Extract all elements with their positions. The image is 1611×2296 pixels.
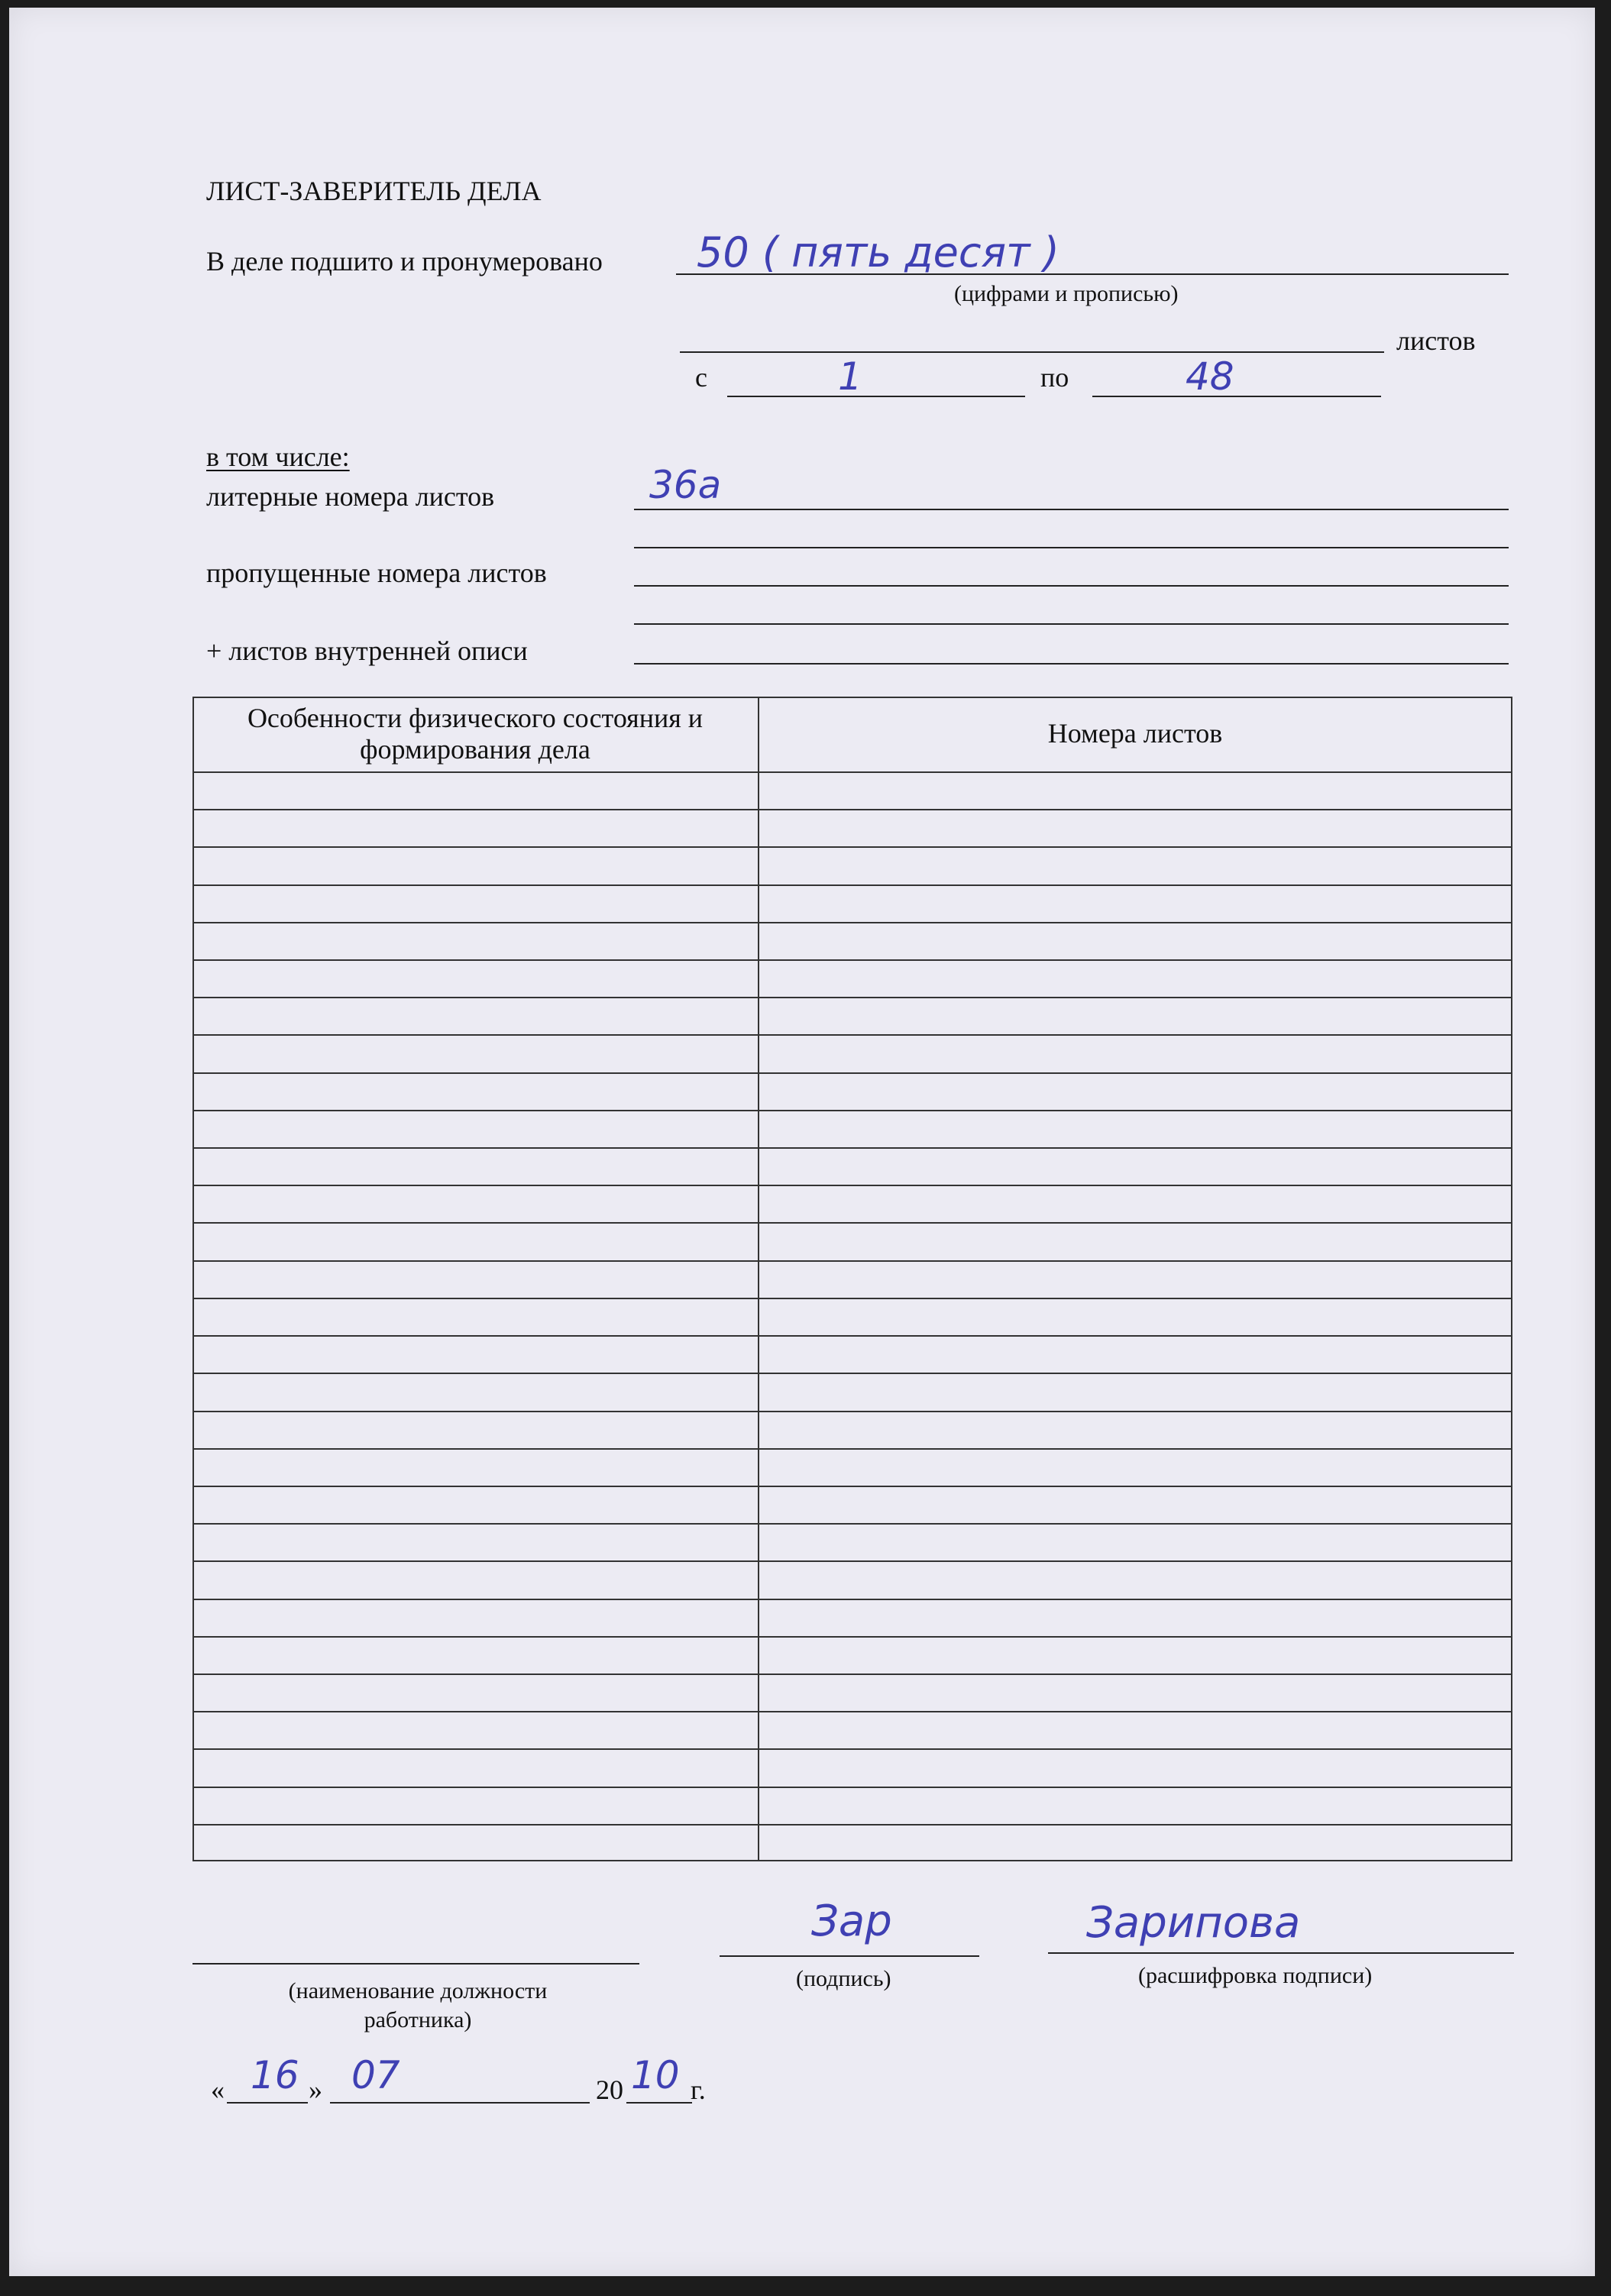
to-line [1092,396,1381,397]
date-month-line [330,2102,590,2104]
table-row [192,1298,1512,1299]
from-label: с [695,362,707,393]
sewn-count-handwritten: 50 ( пять десят ) [697,228,1059,276]
date-open-quote: « [211,2074,225,2105]
signature-image: Зар [811,1897,892,1946]
table-row [192,1711,1512,1712]
table-row [192,997,1512,998]
date-year-line [626,2102,692,2104]
name-handwritten: Зарипова [1086,1898,1301,1948]
name-caption: (расшифровка подписи) [1138,1963,1373,1988]
table-header-condition: Особенности физического состояния и формирования дела [247,702,704,765]
inventory-line [634,663,1509,665]
table-row [192,1599,1512,1600]
date-year-mark: г. [691,2074,706,2105]
position-line [192,1963,639,1965]
sewn-count-label: В деле подшито и пронумеровано [206,246,603,276]
table-row [192,1673,1512,1675]
sheets-unit: листов [1396,325,1476,356]
table-row [192,1335,1512,1337]
lettered-line [634,509,1509,510]
table-row [192,1034,1512,1036]
sewn-count-hint: (цифрами и прописью) [954,281,1179,306]
table-row [192,1748,1512,1750]
table-row [192,1636,1512,1638]
date-close-quote: » [309,2074,322,2105]
table-header-sheet-numbers: Номера листов [1047,718,1223,749]
table-row [192,771,1512,773]
from-value: 1 [838,354,862,399]
sheets-line [680,351,1384,353]
table-row [192,1110,1512,1111]
signature-line [720,1955,979,1957]
to-label: по [1040,362,1069,393]
table-row [192,846,1512,848]
table-row [192,922,1512,923]
date-month: 07 [351,2053,400,2097]
date-day-line [227,2102,308,2104]
table-frame [192,697,1512,1861]
document-page [9,8,1595,2276]
document-title: ЛИСТ-ЗАВЕРИТЕЛЬ ДЕЛА [206,176,542,206]
position-caption: (наименование должности работника) [288,1978,548,2032]
table-column-divider [758,697,759,1861]
table-row [192,1560,1512,1562]
table-row [192,1411,1512,1412]
from-line [727,396,1025,397]
table-row [192,959,1512,961]
table-row [192,1185,1512,1186]
signature-caption: (подпись) [796,1966,891,1991]
lettered-value: 36а [649,463,722,507]
including-heading: в том числе: [206,441,350,472]
date-year-prefix: 20 [596,2074,623,2105]
missing-label: пропущенные номера листов [206,558,547,588]
table-row [192,1222,1512,1224]
table-row [192,1787,1512,1788]
date-day: 16 [251,2053,299,2097]
table-row [192,1523,1512,1525]
table-row [192,884,1512,886]
table-row [192,1448,1512,1450]
date-year-suffix: 10 [631,2053,680,2097]
inventory-label: + листов внутренней описи [206,635,528,666]
missing-line-2 [634,623,1509,625]
table-row [192,1147,1512,1149]
name-line [1048,1952,1514,1954]
lettered-label: литерные номера листов [206,481,495,512]
missing-line [634,585,1509,587]
to-value: 48 [1186,354,1234,399]
table-row [192,809,1512,810]
condition-table [192,697,1512,1861]
table-row [192,1373,1512,1374]
table-row [192,1824,1512,1825]
table-row [192,1072,1512,1074]
table-row [192,1260,1512,1262]
lettered-line-2 [634,547,1509,548]
table-row [192,1486,1512,1487]
